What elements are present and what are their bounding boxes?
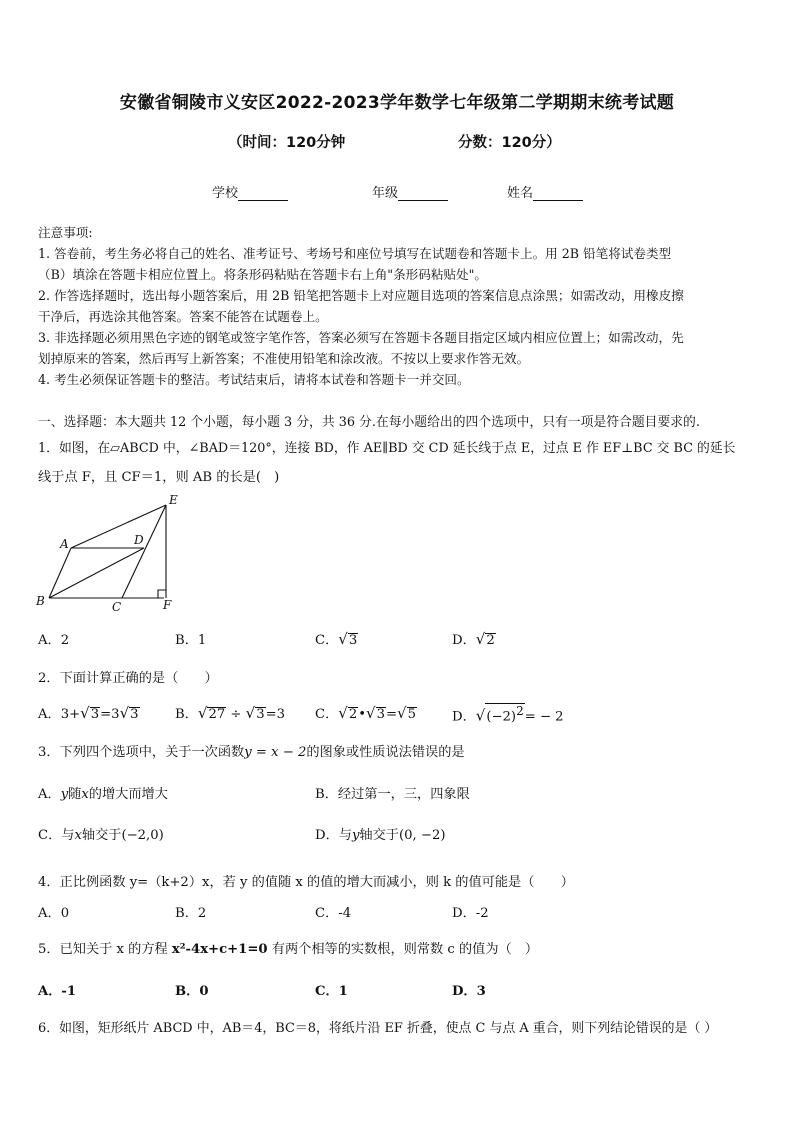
note-2a: 2. 作答选择题时，选出每小题答案后，用 2B 铅笔把答题卡上对应题目选项的答案信息点涂黑；如需改动，用橡皮擦 xyxy=(38,288,684,303)
q2-c-rad2: 3 xyxy=(376,707,385,722)
note-3b: 划掉原来的答案，然后再写上新答案；不准使用铅笔和涂改液。不按以上要求作答无效。 xyxy=(38,351,530,366)
q1-option-c-radicand: 3 xyxy=(348,633,358,648)
q6-stem: 6．如图，矩形纸片 ABCD 中，AB＝4，BC＝8，将纸片沿 EF 折叠，使点 C 与点 A 重合，则下列结论错误的是（ ） xyxy=(38,1021,718,1036)
q2-option-d[interactable]: D．$√(-2)^2= - 2$ xyxy=(452,704,564,725)
q2-option-b[interactable]: B．√27 ÷ √3=3 xyxy=(175,704,286,722)
label-A: A xyxy=(60,537,69,551)
q3-c-label: C．与 xyxy=(38,828,75,843)
q4-option-b[interactable]: B．2 xyxy=(175,906,207,921)
grade-blank xyxy=(398,186,448,201)
q2-c-eq: = xyxy=(385,707,398,722)
q2-a-rad1: 3 xyxy=(90,707,100,722)
q5-option-d[interactable]: D．3 xyxy=(452,984,486,999)
q5-option-a[interactable]: A．-1 xyxy=(38,984,77,999)
q5-equation: x²-4x+c+1=0 xyxy=(171,942,268,957)
line-BA xyxy=(49,548,71,598)
q1-option-d-radicand: 2 xyxy=(486,633,495,648)
q3-d-point: (0, −2) xyxy=(398,828,446,843)
name-label: 姓名 xyxy=(507,186,534,201)
note-3a: 3. 非选择题必须用黑色字迹的钢笔或签字笔作答，答案必须写在答题卡各题目指定区域内相应位置上；如需改动，先 xyxy=(38,330,684,345)
q3-a-with: 随 xyxy=(68,787,82,802)
exam-time: （时间：120分钟 xyxy=(228,135,346,151)
q3-stem-b: 的图象或性质说法错误的是 xyxy=(306,745,465,760)
q2-d-eq: = − 2 xyxy=(524,709,564,725)
notes-heading: 注意事项: xyxy=(38,225,93,240)
q3-option-c[interactable] xyxy=(38,824,164,843)
q3-stem-a: 3．下列四个选项中，关于一次函数 xyxy=(38,745,245,760)
label-D: D xyxy=(134,533,144,547)
q4-option-a[interactable]: A．0 xyxy=(38,906,70,921)
label-F: F xyxy=(163,598,172,612)
school-blank xyxy=(238,186,288,201)
q4-option-d[interactable]: D．-2 xyxy=(452,906,489,921)
q2-c-rad1: 2 xyxy=(348,707,358,722)
line-AE xyxy=(71,505,166,548)
label-C: C xyxy=(112,600,122,614)
q2-a-rad2: 3 xyxy=(130,707,139,722)
q2-b-label: B． xyxy=(175,707,198,722)
q2-b-rad2: 3 xyxy=(256,707,265,722)
q2-d-exp: 2 xyxy=(516,704,524,718)
q1-option-d[interactable]: D．√2 xyxy=(452,630,495,648)
q2-stem: 2．下面计算正确的是（ ） xyxy=(38,671,218,686)
q2-d-base: (−2) xyxy=(486,709,517,725)
q3-option-b[interactable]: B．经过第一，三，四象限 xyxy=(315,787,470,802)
label-B: B xyxy=(36,594,45,608)
q5-stem-a: 5．已知关于 x 的方程 xyxy=(38,942,172,957)
exam-title: 安徽省铜陵市义安区2022-2023学年数学七年级第二学期期末统考试题 xyxy=(119,93,675,113)
name-field xyxy=(507,182,583,201)
section-heading: 一、选择题：本大题共 12 个小题，每小题 3 分，共 36 分.在每小题给出的四个选项中，只有一项是符合题目要求的. xyxy=(38,415,700,430)
q1-option-a[interactable]: A．2 xyxy=(38,633,70,648)
q3-a-y: y xyxy=(60,787,69,802)
school-field xyxy=(212,182,288,201)
q5-option-b[interactable]: B．0 xyxy=(175,984,209,999)
q1-option-d-label: D． xyxy=(452,633,476,648)
q2-b-div: ÷ xyxy=(226,707,246,722)
q4-stem: 4．正比例函数 y=（k+2）x，若 y 的值随 x 的值的增大而减小，则 k 的值可能是（ ） xyxy=(38,875,574,890)
q3-option-d[interactable] xyxy=(315,824,445,843)
q2-option-c[interactable]: C．√2•√3=√5 xyxy=(315,704,416,722)
q1-option-b[interactable]: B．1 xyxy=(175,633,207,648)
q2-a-eq: =3 xyxy=(100,707,120,722)
q2-d-label: D． xyxy=(452,709,476,725)
q2-option-a[interactable]: A．3+√3=3√3 xyxy=(38,704,139,722)
q1-parallelogram-figure xyxy=(34,492,184,614)
q1-option-c-label: C． xyxy=(315,633,339,648)
q1-option-c[interactable]: C．√3 xyxy=(315,630,358,648)
label-E: E xyxy=(169,493,178,507)
q3-c-point: (−2,0) xyxy=(121,828,164,843)
q2-b-eq: =3 xyxy=(265,707,286,722)
q2-c-dot: • xyxy=(358,707,367,722)
name-blank xyxy=(533,186,583,201)
q3-stem xyxy=(38,741,465,760)
q3-a-x: x xyxy=(81,787,89,802)
q1-stem-line2: 线于点 F，且 CF＝1，则 AB 的长是( ) xyxy=(38,470,280,485)
q3-option-a[interactable] xyxy=(38,783,168,802)
note-1b: （B）填涂在答题卡相应位置上。将条形码粘贴在答题卡右上角"条形码粘贴处"。 xyxy=(38,267,488,282)
q5-option-c[interactable]: C．1 xyxy=(315,984,348,999)
q3-a-label: A． xyxy=(38,787,61,802)
q3-c-text: 轴交于 xyxy=(81,828,122,843)
note-1a: 1. 答卷前，考生务必将自己的姓名、准考证号、考场号和座位号填写在试题卷和答题卡上。用 2B 铅笔将试卷类型 xyxy=(38,246,672,261)
q1-stem-line1: 1．如图，在▱ABCD 中，∠BAD＝120°，连接 BD，作 AE∥BD 交 CD 延长线于点 E，过点 E 作 EF⊥BC 交 BC 的延长 xyxy=(38,441,736,456)
line-CE xyxy=(122,505,166,598)
q5-stem-b: 有两个相等的实数根，则常数 c 的值为（ ） xyxy=(267,942,539,957)
exam-score: 分数：120分） xyxy=(458,135,561,151)
q3-function: y = x − 2 xyxy=(244,745,307,760)
q3-d-y: y xyxy=(351,828,360,843)
grade-label: 年级 xyxy=(372,186,399,201)
q2-c-rad3: 5 xyxy=(407,707,416,722)
q4-option-c[interactable]: C．-4 xyxy=(315,906,352,921)
note-2b: 干净后，再选涂其他答案。答案不能答在试题卷上。 xyxy=(38,309,328,324)
q5-stem xyxy=(38,938,538,957)
note-4: 4. 考生必须保证答题卡的整洁。考试结束后，请将本试卷和答题卡一并交回。 xyxy=(38,372,470,387)
school-label: 学校 xyxy=(212,186,239,201)
q2-c-label: C． xyxy=(315,707,339,722)
q2-d-radicand xyxy=(485,703,524,724)
q3-d-text: 轴交于 xyxy=(359,828,399,843)
q3-c-x: x xyxy=(74,828,82,843)
q3-d-label: D．与 xyxy=(315,828,352,843)
grade-field xyxy=(372,182,448,201)
q2-a-text: A．3+ xyxy=(38,707,81,722)
line-BD xyxy=(49,548,144,598)
q2-b-rad1: 27 xyxy=(208,707,226,722)
q3-a-rest: 的增大而增大 xyxy=(88,787,168,802)
right-angle-mark xyxy=(158,590,166,598)
